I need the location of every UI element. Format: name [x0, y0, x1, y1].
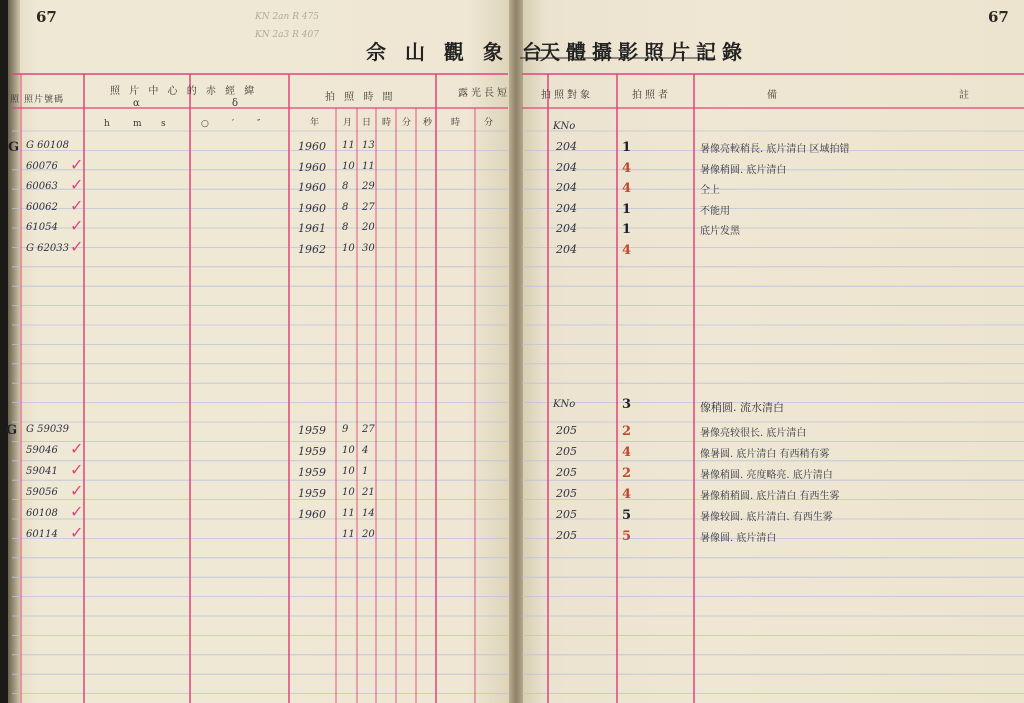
pencil-note-line2: KN 2a3 R 407 — [255, 30, 319, 40]
day-value: 21 — [362, 487, 375, 498]
unit-m: m — [133, 119, 143, 129]
year-value: 1960 — [298, 160, 326, 174]
section2-header-observer: 3 — [622, 397, 632, 412]
observer-value: 1 — [622, 222, 632, 237]
check-mark-icon: ✓ — [70, 154, 84, 174]
header-exposure: 露光長短 — [458, 88, 510, 99]
object-value: 204 — [556, 222, 577, 235]
check-mark-icon: ✓ — [70, 439, 84, 458]
day-value: 1 — [362, 466, 369, 477]
year-value: 1960 — [298, 508, 326, 521]
observer-value: 4 — [622, 445, 632, 460]
object-value: 204 — [556, 242, 577, 256]
header-row-label: 照 — [10, 95, 21, 105]
observer-value: 4 — [622, 487, 632, 502]
check-mark-icon: ✓ — [70, 502, 84, 521]
object-value: 205 — [556, 466, 577, 479]
check-mark-icon: ✓ — [70, 523, 84, 542]
day-value: 13 — [362, 140, 375, 151]
plate-number: G 62033 — [26, 242, 69, 254]
plate-number: G 59039 — [26, 424, 69, 435]
right-page — [516, 0, 1024, 703]
object-value: 204 — [556, 140, 577, 153]
month-value: 11 — [342, 140, 355, 151]
remark-text: 暑像稍圆. 亮度略亮. 底片清白 — [700, 470, 833, 481]
page-number-right: 67 — [988, 8, 1009, 26]
remark-text: 不能用 — [700, 205, 730, 217]
object-value: 205 — [556, 424, 577, 437]
month-value: 10 — [342, 487, 355, 498]
plate-number: 60062 — [26, 201, 58, 213]
month-value: 10 — [342, 445, 355, 456]
header-alpha: α — [133, 98, 143, 109]
day-value: 27 — [362, 201, 375, 213]
year-value: 1959 — [298, 466, 326, 479]
book-gutter — [509, 0, 523, 703]
plate-number: 59056 — [26, 487, 58, 498]
remark-text: 暑像稍稍圆. 底片清白 有西生雾 — [700, 491, 840, 502]
observer-value: 1 — [622, 140, 632, 155]
time-unit-second: 秒 — [423, 118, 434, 128]
month-value: 10 — [342, 242, 355, 254]
check-mark-icon: ✓ — [70, 216, 84, 235]
book-edge — [8, 0, 20, 703]
day-value: 11 — [362, 160, 375, 172]
pencil-note-line1: KN 2an R 475 — [255, 12, 320, 22]
year-value: 1959 — [298, 487, 326, 500]
unit-deg: ○ — [201, 119, 210, 129]
day-value: 27 — [362, 424, 375, 435]
month-value: 8 — [342, 181, 349, 192]
plate-number: 59041 — [26, 466, 58, 477]
time-unit-minute: 分 — [402, 118, 413, 128]
year-value: 1960 — [298, 181, 326, 194]
observer-value: 4 — [622, 242, 632, 258]
header-center-coords: 照 片 中 心 的 赤 經 緯 — [110, 86, 258, 97]
section1-object-header: KNo — [553, 121, 576, 132]
remark-text: 暑像圆. 底片清白 — [700, 533, 777, 544]
title-right: 天體攝影照片記錄 — [540, 40, 748, 64]
section2-prefix: G — [6, 423, 18, 438]
year-value: 1962 — [298, 242, 326, 256]
object-value: 205 — [556, 508, 577, 521]
day-value: 14 — [362, 508, 375, 519]
section2-header-remark: 像稍圆. 流水清白 — [700, 401, 784, 414]
time-unit-month: 月 — [343, 118, 354, 128]
object-value: 204 — [556, 181, 577, 194]
plate-number: 60076 — [26, 160, 58, 172]
month-value: 8 — [342, 222, 349, 233]
month-value: 11 — [342, 508, 355, 519]
remark-text: 像暑圆. 底片清白 有西稍有雾 — [700, 449, 830, 460]
month-value: 9 — [342, 424, 349, 435]
left-page — [8, 0, 516, 703]
plate-number: 60114 — [26, 529, 58, 540]
time-unit-year: 年 — [310, 118, 321, 128]
unit-arcmin: ′ — [232, 119, 236, 129]
observer-value: 1 — [622, 201, 632, 217]
header-remarks: 備 — [767, 90, 780, 101]
day-value: 20 — [362, 529, 375, 540]
check-mark-icon: ✓ — [70, 195, 84, 215]
object-value: 205 — [556, 487, 577, 500]
unit-arcsec: ″ — [257, 119, 262, 129]
remark-text: 暑像亮较很长. 底片清白 — [700, 428, 807, 439]
observer-value: 5 — [622, 508, 632, 523]
check-mark-icon: ✓ — [70, 460, 84, 479]
observer-value: 5 — [622, 529, 632, 544]
day-value: 4 — [362, 445, 369, 456]
header-remarks-2: 註 — [959, 90, 972, 101]
object-value: 205 — [556, 445, 577, 458]
exposure-unit-hour: 時 — [451, 118, 462, 128]
unit-s: s — [161, 119, 167, 129]
header-delta: δ — [232, 98, 242, 109]
year-value: 1959 — [298, 445, 326, 458]
month-value: 11 — [342, 529, 355, 540]
year-value: 1959 — [298, 424, 326, 437]
day-value: 29 — [362, 181, 375, 192]
time-unit-hour: 時 — [382, 118, 393, 128]
year-value: 1960 — [298, 201, 326, 215]
month-value: 10 — [342, 466, 355, 477]
title-left: 佘 山 觀 象 台 — [366, 40, 548, 64]
exposure-unit-minute: 分 — [484, 118, 495, 128]
header-observer: 拍照者 — [632, 90, 671, 101]
plate-number: 60063 — [26, 181, 58, 192]
section2-object-header: KNo — [553, 399, 576, 410]
check-mark-icon: ✓ — [70, 175, 84, 194]
remark-text: 仝上 — [700, 185, 720, 196]
year-value: 1961 — [298, 222, 326, 235]
check-mark-icon: ✓ — [70, 481, 84, 500]
plate-number: 61054 — [26, 222, 58, 233]
object-value: 204 — [556, 201, 577, 215]
year-value: 1960 — [298, 140, 326, 153]
month-value: 10 — [342, 160, 355, 172]
observer-value: 2 — [622, 466, 632, 481]
check-mark-icon: ✓ — [70, 236, 84, 256]
header-time-taken: 拍 照 時 間 — [325, 92, 396, 103]
plate-number: 60108 — [26, 508, 58, 519]
day-value: 30 — [362, 242, 375, 254]
remark-text: 底片发黑 — [700, 226, 740, 237]
day-value: 20 — [362, 222, 375, 233]
remark-text: 暑像稍圆. 底片清白 — [700, 164, 787, 176]
observer-value: 4 — [622, 181, 632, 196]
remark-text: 暑像较圆. 底片清白. 有西生雾 — [700, 512, 833, 523]
plate-number: G 60108 — [26, 140, 69, 151]
remark-text: 暑像亮較稍長. 底片清白 区域拍错 — [700, 144, 850, 155]
time-unit-day: 日 — [362, 118, 373, 128]
section1-prefix: G — [8, 140, 20, 155]
object-value: 205 — [556, 529, 577, 542]
object-value: 204 — [556, 160, 577, 174]
page-number-left: 67 — [36, 8, 57, 26]
header-object: 拍照對象 — [541, 90, 593, 101]
header-plate-no: 照片號碼 — [24, 95, 65, 105]
unit-h: h — [104, 119, 111, 129]
month-value: 8 — [342, 201, 349, 213]
plate-number: 59046 — [26, 445, 58, 456]
observer-value: 2 — [622, 424, 632, 439]
observer-value: 4 — [622, 160, 632, 176]
